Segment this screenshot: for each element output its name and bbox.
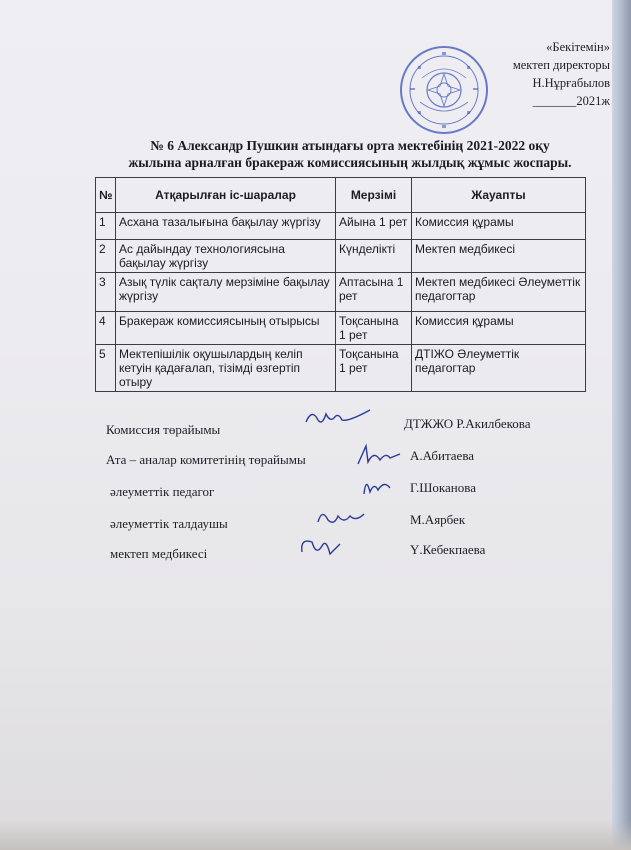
header-activity: Атқарылған іс-шаралар: [116, 178, 336, 213]
signatory-role: Ата – аналар комитетінің төрайымы: [106, 452, 306, 467]
signatory-role: Комиссия төрайымы: [106, 422, 221, 437]
signatory-role: әлеуметтік талдаушы: [110, 516, 228, 531]
row-period: Тоқсанына 1 рет: [336, 345, 412, 392]
row-responsible: ДТІЖО Әлеуметтік педагогтар: [412, 345, 586, 392]
binder-edge: [612, 0, 631, 850]
title-line-2: жылына арналған бракераж комиссиясының жылдық жұмыс жоспары.: [128, 155, 572, 170]
header-number: №: [96, 178, 116, 213]
approval-director-name: Н.Нұрғабылов: [532, 76, 610, 90]
signature-mark: [300, 402, 372, 432]
row-number: 3: [96, 273, 116, 312]
row-activity: Асхана тазалығына бақылау жүргізу: [116, 213, 336, 240]
signatory-name: Г.Шоканова: [410, 480, 476, 495]
row-responsible: Комиссия құрамы: [412, 213, 586, 240]
row-activity: Азық түлік сақталу мерзіміне бақылау жүргізу: [116, 273, 336, 312]
row-period: Аптасына 1 рет: [336, 273, 412, 312]
signatory-name: Ү.Кебекпаева: [410, 542, 486, 557]
header-period: Мерзімі: [336, 178, 412, 213]
row-period: Тоқсанына 1 рет: [336, 312, 412, 345]
row-activity: Ас дайындау технологиясына бақылау жүргізу: [116, 240, 336, 273]
row-responsible: Мектеп медбикесі: [412, 240, 586, 273]
row-activity: Мектепішілік оқушылардың келіп кетуін қадағалап, тізімді өзгертіп отыру: [116, 345, 336, 392]
signature-mark: [296, 532, 348, 562]
title-line-1: № 6 Александр Пушкин атындағы орта мектебінің 2021-2022 оқу: [150, 138, 550, 153]
signatory-role: әлеуметтік педагог: [110, 484, 215, 499]
row-period: Айына 1 рет: [336, 213, 412, 240]
signatory-role: мектеп медбикесі: [110, 546, 208, 561]
signatory-name: А.Абитаева: [410, 448, 475, 463]
row-number: 2: [96, 240, 116, 273]
row-responsible: Комиссия құрамы: [412, 312, 586, 345]
row-period: Күнделікті: [336, 240, 412, 273]
header-responsible: Жауапты: [412, 178, 586, 213]
row-activity: Бракераж комиссиясының отырысы: [116, 312, 336, 345]
row-number: 1: [96, 213, 116, 240]
row-number: 5: [96, 345, 116, 392]
approval-date: _______2021ж: [532, 94, 610, 108]
approval-heading: «Бекітемін»: [546, 40, 610, 54]
signature-mark: [312, 504, 370, 534]
signature-mark: [352, 440, 404, 470]
signatory-name: ДТЖЖО Р.Акилбекова: [404, 416, 531, 431]
approval-position: мектеп директоры: [512, 58, 610, 72]
row-number: 4: [96, 312, 116, 345]
signatory-name: М.Аярбек: [410, 512, 466, 527]
row-responsible: Мектеп медбикесі Әлеуметтік педагогтар: [412, 273, 586, 312]
signature-mark: [356, 472, 396, 500]
